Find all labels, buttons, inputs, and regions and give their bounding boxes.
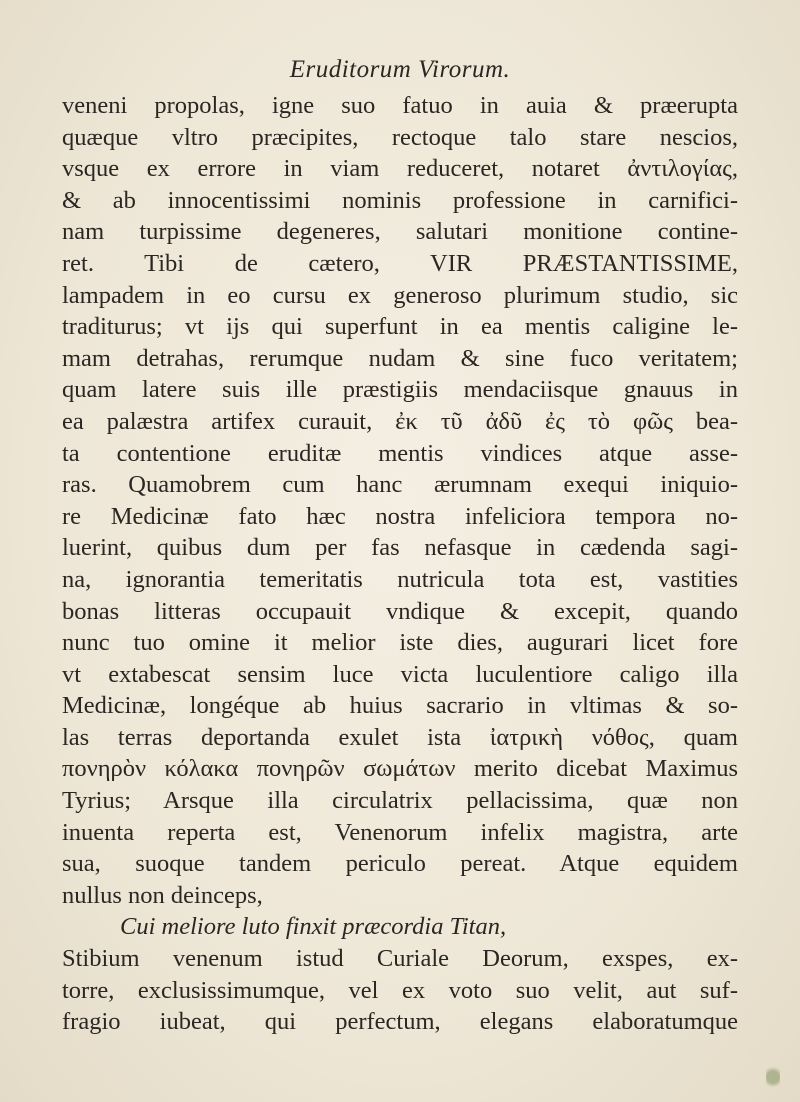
text-line: nunc tuo omine it melior iste dies, augurari licet fore [62,629,738,657]
text-line: ea palæstra artifex curauit, ἐκ τῦ ἀδῦ ἐς τὸ φῶς bea- [62,407,738,435]
text-line: veneni propolas, igne suo fatuo in auia & præerupta [62,92,738,119]
text-line: ras. Quamobrem cum hanc ærumnam exequi iniquio- [62,471,738,499]
text-line: inuenta reperta est, Venenorum infelix magistra, arte [62,818,738,846]
text-line: Stibium venenum istud Curiale Deorum, exspes, ex- [62,945,738,973]
text-line: traditurus; vt ijs qui superfunt in ea mentis caligine le- [62,313,738,341]
text-line: mam detrahas, rerumque nudam & sine fuco veritatem; [62,344,738,372]
text-line: πονηρὸν κόλακα πονηρῶν σωμάτων merito dicebat Maximus [62,755,738,783]
text-line: na, ignorantia temeritatis nutricula tota est, vastities [62,565,738,593]
text-line: Tyrius; Arsque illa circulatrix pellacissima, quæ non [62,787,738,815]
text-line: re Medicinæ fato hæc nostra infeliciora tempora no- [62,502,738,530]
text-line: luerint, quibus dum per fas nefasque in cædenda sagi- [62,534,738,562]
verse-quotation: Cui meliore luto finxit præcordia Titan, [120,913,507,941]
text-line: las terras deportanda exulet ista ἰατρικὴ νόθος, quam [62,723,738,751]
text-line: quæque vltro præcipites, rectoque talo stare nescios, [62,123,738,151]
text-line: torre, exclusissimumque, vel ex voto suo velit, aut suf- [62,976,738,1004]
text-line: quam latere suis ille præstigiis mendaciisque gnauus in [62,376,738,404]
text-line: sua, suoque tandem periculo pereat. Atque equidem [62,850,738,878]
text-line: vt extabescat sensim luce victa luculentiore caligo illa [62,660,738,688]
text-line: ta contentione eruditæ mentis vindices atque asse- [62,439,738,467]
text-line: vsque ex errore in viam reduceret, notaret ἀντιλογίας, [62,155,738,183]
text-line: ret. Tibi de cætero, VIR PRÆSTANTISSIME, [62,249,738,277]
text-line: Medicinæ, longéque ab huius sacrario in vltimas & so- [62,692,738,720]
page-stain-mark [766,1064,780,1090]
text-line: nullus non deinceps, [62,881,263,909]
text-line: fragio iubeat, qui perfectum, elegans elaboratumque [62,1008,738,1036]
text-line: bonas litteras occupauit vndique & excepit, quando [62,597,738,625]
body-text [62,90,738,1038]
running-title: Eruditorum Virorum. [289,56,511,83]
text-line: & ab innocentissimi nominis professione in carnifici- [62,186,738,214]
text-line: lampadem in eo cursu ex generoso plurimum studio, sic [62,281,738,309]
text-line: nam turpissime degeneres, salutari monitione contine- [62,218,738,246]
